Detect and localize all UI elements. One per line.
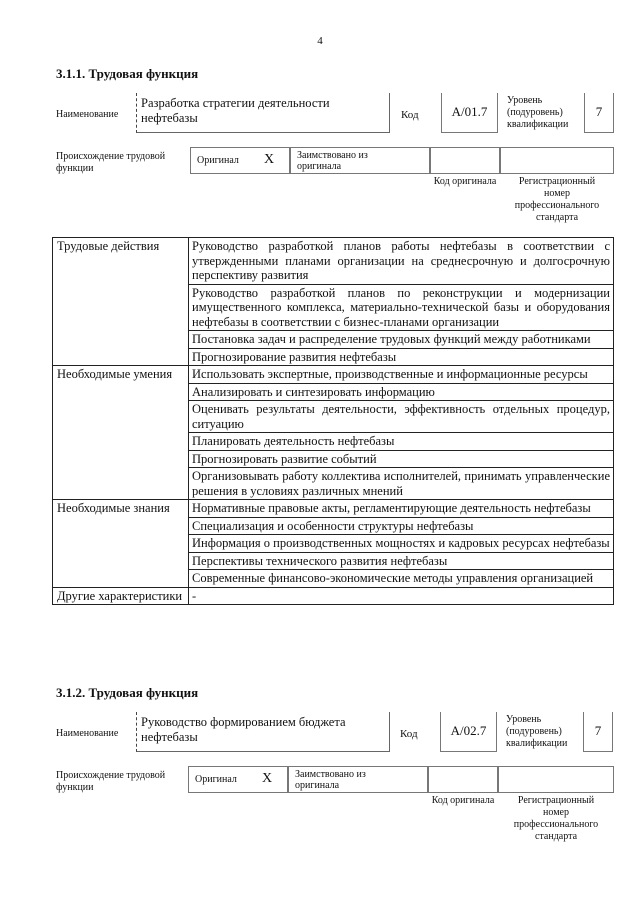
table-row [53,238,614,285]
borrowed-label-311: Заимствовано из оригинала [297,150,368,172]
other-characteristics-value: - [189,587,614,605]
knowledge-item: Специализация и особенности структуры нефтебазы [189,517,614,535]
reg-number-cell-311 [500,147,614,174]
code-original-cell-311 [430,147,500,174]
skill-item: Использовать экспертные, производственные и информационные ресурсы [189,366,614,384]
original-label-311: Оригинал [197,155,239,166]
knowledge-label: Необходимые знания [53,500,189,588]
function-name-311: Разработка стратегии деятельности нефтебазы [136,93,390,133]
skill-item: Анализировать и синтезировать информацию [189,383,614,401]
table-row [53,587,614,605]
origin-label-312: Происхождение трудовой функции [56,770,166,793]
labor-function-table [52,237,614,605]
reg-number-note-312: Регистрационный номер профессионального стандарта [513,795,599,842]
level-label-312: Уровень (подуровень) квалификации [506,714,568,749]
code-original-note-312: Код оригинала [431,795,495,806]
name-label-311: Наименование [56,109,119,120]
original-cell-311 [190,147,290,174]
skill-item: Оценивать результаты деятельности, эффективность отдельных процедур, ситуацию [189,401,614,433]
borrowed-cell-311 [290,147,430,174]
code-label-312: Код [400,728,418,740]
level-value-312: 7 [583,712,613,752]
table-row [53,500,614,518]
skills-label: Необходимые умения [53,366,189,500]
name-label-312: Наименование [56,728,119,739]
code-value-311: А/01.7 [441,93,498,133]
section-title-311: 3.1.1. Трудовая функция [56,66,199,81]
labor-actions-label: Трудовые действия [53,238,189,366]
skill-item: Планировать деятельность нефтебазы [189,433,614,451]
original-mark-311: Х [264,152,275,167]
other-characteristics-label: Другие характеристики [53,587,189,605]
table-row [53,366,614,384]
reg-number-cell-312 [498,766,614,793]
level-value-311: 7 [584,93,614,133]
reg-number-note-311: Регистрационный номер профессионального стандарта [514,176,600,223]
knowledge-item: Современные финансово-экономические методы управления организацией [189,570,614,588]
function-name-312: Руководство формированием бюджета нефтебазы [136,712,390,752]
knowledge-item: Нормативные правовые акты, регламентирующие деятельность нефтебазы [189,500,614,518]
code-label-311: Код [401,109,419,121]
borrowed-cell-312 [288,766,428,793]
original-mark-312: Х [262,771,273,786]
labor-action-item: Руководство разработкой планов работы нефтебазы в соответствии с утвержденными планами организации на среднесрочную и долгосрочную перспективу развития [189,238,614,285]
borrowed-label-312: Заимствовано из оригинала [295,769,366,791]
origin-label-311: Происхождение трудовой функции [56,151,166,174]
knowledge-item: Перспективы технического развития нефтебазы [189,552,614,570]
code-original-cell-312 [428,766,498,793]
labor-action-item: Постановка задач и распределение трудовых функций между работниками [189,331,614,349]
level-label-311: Уровень (подуровень) квалификации [507,95,569,130]
section-title-312: 3.1.2. Трудовая функция [56,685,199,700]
knowledge-item: Информация о производственных мощностях и кадровых ресурсах нефтебазы [189,535,614,553]
code-original-note-311: Код оригинала [433,176,497,187]
original-label-312: Оригинал [195,774,237,785]
skill-item: Прогнозировать развитие событий [189,450,614,468]
code-value-312: А/02.7 [440,712,497,752]
labor-action-item: Руководство разработкой планов по реконструкции и модернизации имущественного комплекса, материально-технической базы и оборудования нефтебазы в соответствии с бизнес-планами организации [189,284,614,331]
original-cell-312 [188,766,288,793]
page-number: 4 [317,35,323,47]
skill-item: Организовывать работу коллектива исполнителей, принимать управленческие решения в условиях различных мнений [189,468,614,500]
labor-action-item: Прогнозирование развития нефтебазы [189,348,614,366]
